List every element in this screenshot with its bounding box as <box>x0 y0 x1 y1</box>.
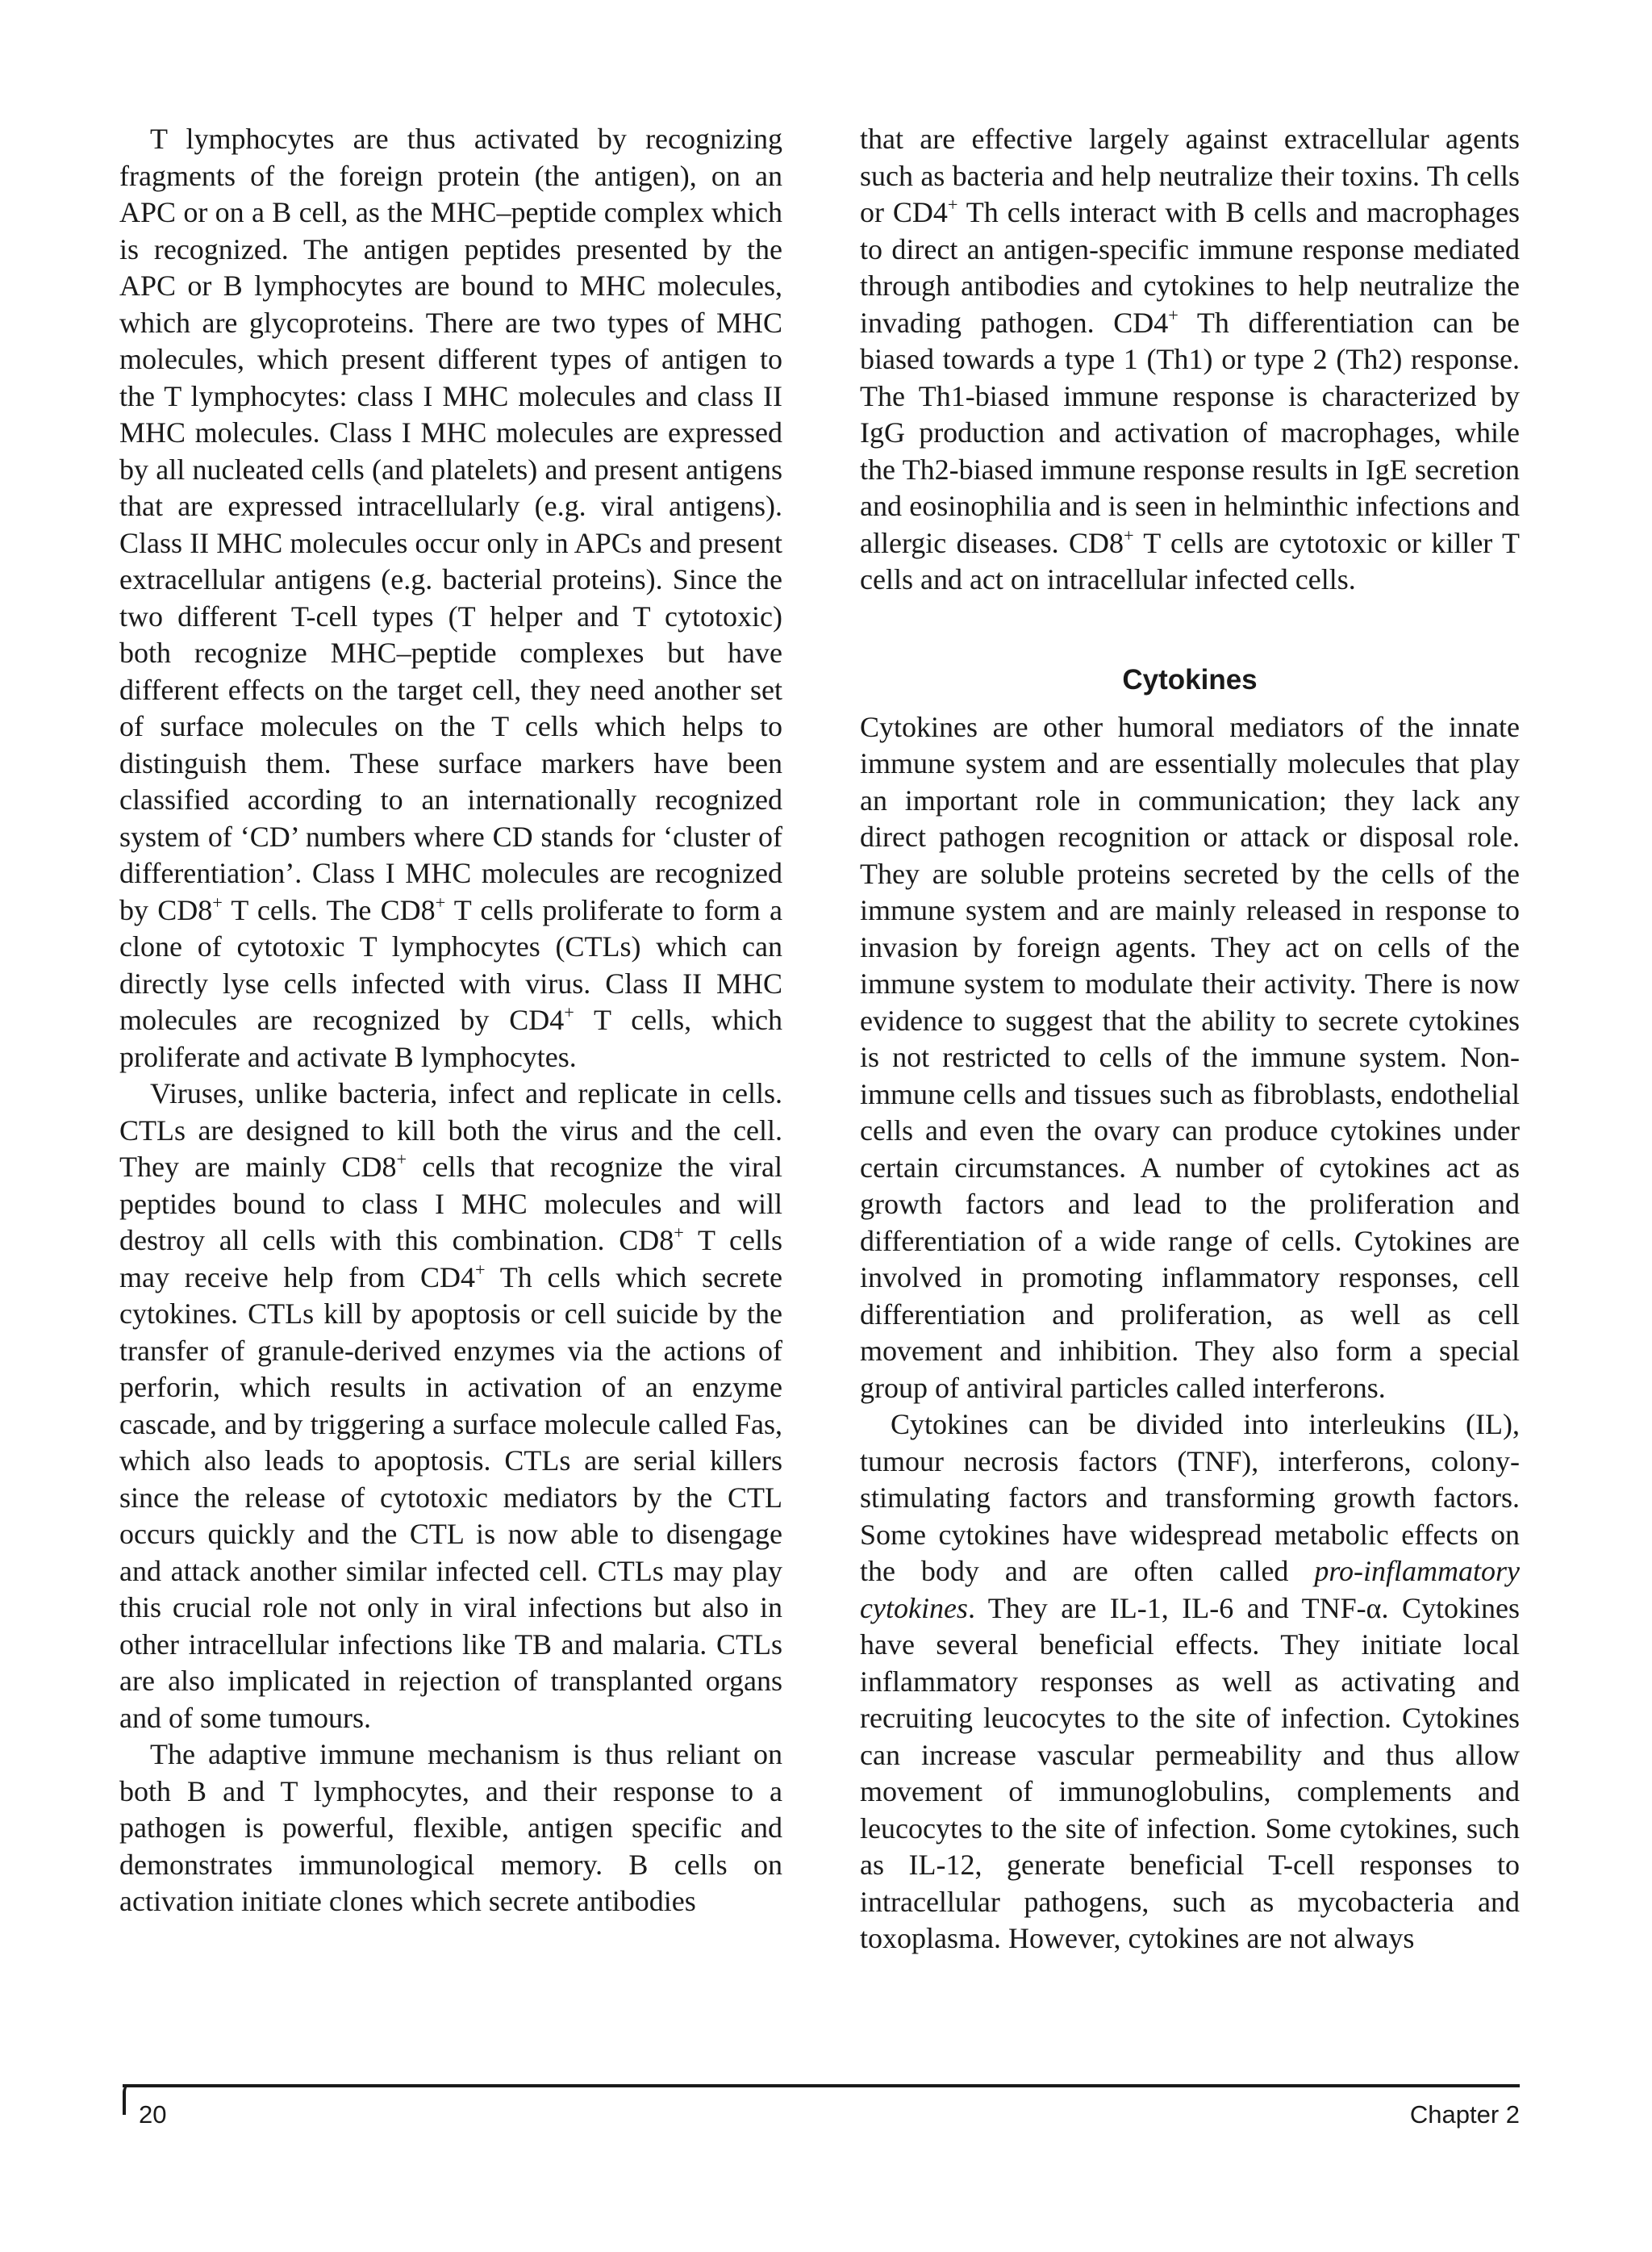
text-run: T cells may receive help from CD4 <box>119 1224 782 1293</box>
text-run: Th cells which secrete cytokines. CTLs kill by apoptosis or cell suicide by the transfer of granule-derived enzymes via the actions of perforin, which results in activation of an enzyme cascade, and by triggering a surface molecule called Fas, which also leads to apoptosis. CTLs are serial killers since the release of cytotoxic mediators by the CTL occurs quickly and the CTL is now able to disengage and attack another similar infected cell. CTLs may play this crucial role not only in viral infections but also in other intracellular infections like TB and malaria. CTLs are also implicated in rejection of transplanted organs and of some tumours. <box>119 1260 782 1734</box>
chapter-label: Chapter 2 <box>1409 2100 1520 2129</box>
text-run: that are effective largely against extracellular agents such as bacteria and help neutralize their toxins. Th cells or CD4 <box>860 123 1520 228</box>
paragraph: The adaptive immune mechanism is thus reliant on both B and T lymphocytes, and their response to a pathogen is powerful, flexible, antigen specific and demonstrates immunological memory. B cells on activation initiate clones which secrete antibodies <box>119 1738 782 1917</box>
text-run: T cells proliferate to form a clone of cytotoxic T lymphocytes (CTLs) which can directly lyse cells infected with virus. Class II MHC molecules are recognized by CD4 <box>119 893 782 1036</box>
text-run: . They are IL-1, IL-6 and TNF-α. Cytokines have several beneficial effects. They initiate local inflammatory responses as well as activating and recruiting leucocytes to the site of infection. Cytokines can increase vascular permeability and thus allow movement of immunoglobulins, complements and leucocytes to the site of infection. Some cytokines, such as IL-12, generate beneficial T-cell responses to intracellular pathogens, such as mycobacteria and toxoplasma. However, cytokines are not always <box>860 1591 1520 1954</box>
left-column <box>119 121 782 1920</box>
superscript: + <box>1123 524 1134 545</box>
superscript: + <box>396 1149 407 1170</box>
superscript: + <box>435 892 446 913</box>
text-run: T lymphocytes are thus activated by recognizing fragments of the foreign protein (the antigen), on an APC or on a B cell, as the MHC–peptide complex which is recognized. The antigen peptides presented by the APC or B lymphocytes are bound to MHC molecules, which are glycoproteins. There are two types of MHC molecules, which present different types of antigen to the T lymphocytes: class I MHC molecules and class II MHC molecules. Class I MHC molecules are expressed by all nucleated cells (and platelets) and present antigens that are expressed intracellularly (e.g. viral antigens). Class II MHC molecules occur only in APCs and present extracellular antigens (e.g. bacterial proteins). Since the two different T-cell types (T helper and T cytotoxic) both recognize MHC–peptide complexes but have different effects on the target cell, they need another set of surface molecules on the T cells which helps to distinguish them. These surface markers have been classified according to an internationally recognized system of ‘CD’ numbers where CD stands for ‘cluster of differentiation’. Class I MHC molecules are recognized by CD8 <box>119 123 782 926</box>
paragraph <box>119 121 782 1076</box>
text-run: T cells, which proliferate and activate B lymphocytes. <box>119 1004 783 1073</box>
paragraph <box>860 121 1520 599</box>
text-run: T cells are cytotoxic or killer T cells and act on intracellular infected cells. <box>860 526 1520 595</box>
text-run: T cells. The CD8 <box>222 893 436 926</box>
superscript: + <box>564 1002 574 1023</box>
paragraph <box>119 1076 782 1736</box>
section-heading: Cytokines <box>1122 663 1258 696</box>
paragraph <box>860 1406 1520 1957</box>
text-run: Th differentiation can be biased towards a type 1 (Th1) or type 2 (Th2) response. The Th1-biased immune response is characterized by IgG production and activation of macrophages, while the Th2-biased immune response results in IgE secretion and eosinophilia and is seen in helminthic infections and allergic diseases. CD8 <box>860 306 1520 559</box>
superscript: + <box>475 1259 486 1280</box>
superscript: + <box>1168 304 1179 325</box>
text-run: Viruses, unlike bacteria, infect and replicate in cells. CTLs are designed to kill both the virus and the cell. They are mainly CD8 <box>119 1077 782 1183</box>
text-run: cells that recognize the viral peptides bound to class I MHC molecules and will destroy all cells with this combination. CD8 <box>119 1151 782 1256</box>
text-run: Cytokines can be divided into interleukins (IL), tumour necrosis factors (TNF), interferons, colony-stimulating factors and transforming growth factors. Some cytokines have widespread metabolic effects on the body and are often called <box>860 1408 1520 1587</box>
footer-rule <box>123 2084 1520 2087</box>
text-run: Th cells interact with B cells and macrophages to direct an antigen-specific immune response mediated through antibodies and cytokines to help neutralize the invading pathogen. CD4 <box>860 196 1520 339</box>
superscript: + <box>212 892 223 913</box>
superscript: + <box>947 194 958 215</box>
right-column <box>860 121 1520 1957</box>
paragraph: Cytokines are other humoral mediators of the innate immune system and are essentially molecules that play an important role in communication; they lack any direct pathogen recognition or attack or disposal role. They are soluble proteins secreted by the cells of the immune system and are mainly released in response to invasion by foreign agents. They act on cells of the immune system to modulate their activity. There is now evidence to suggest that the ability to secrete cytokines is not restricted to cells of the immune system. Non-immune cells and tissues such as fibroblasts, endothelial cells and even the ovary can produce cytokines under certain circumstances. A number of cytokines act as growth factors and lead to the proliferation and differentiation of a wide range of cells. Cytokines are involved in promoting inflammatory responses, cell differentiation and proliferation, as well as cell movement and inhibition. They also form a special group of antiviral particles called interferons. <box>860 710 1520 1404</box>
footer-rule-hook <box>123 2084 134 2115</box>
italic-term: pro-inflammatory cytokines <box>860 1555 1520 1624</box>
superscript: + <box>674 1222 684 1243</box>
page-number: 20 <box>139 2100 167 2129</box>
